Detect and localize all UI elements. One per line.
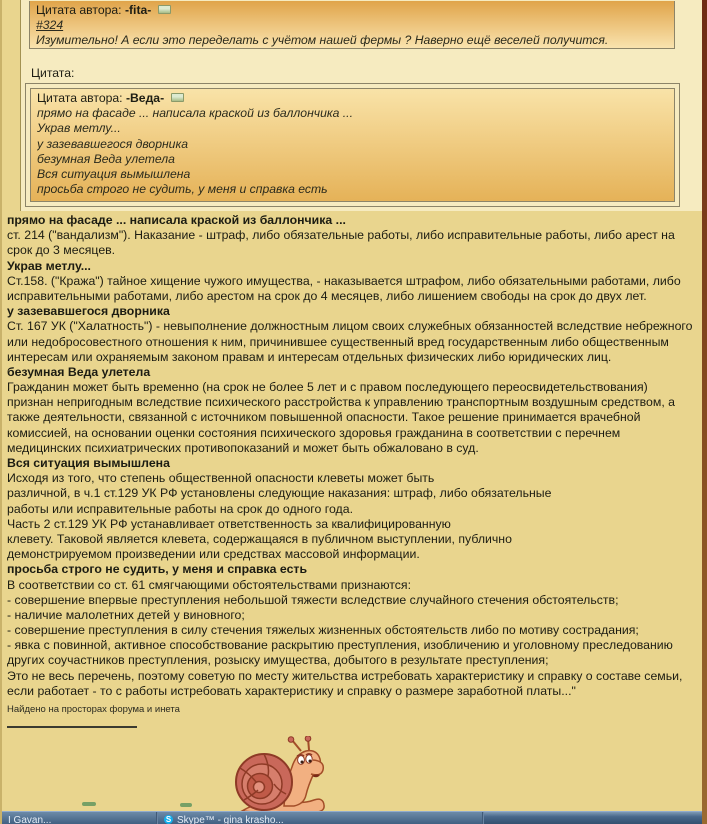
quote-line: Украв метлу...	[37, 121, 121, 136]
post-number-link[interactable]: #324	[36, 18, 64, 33]
body-line: если работает - то с работы истребовать характеристику и справку о размере заработной платы..."	[7, 683, 576, 698]
body-line: - явка с повинной, активное способствование раскрытию преступления, изобличению и уголовному преследованию	[7, 638, 673, 653]
body-line: Часть 2 ст.129 УК РФ устанавливает ответственность за квалифицированную	[7, 516, 451, 531]
body-line: Исходя из того, что степень общественной опасности клеветы может быть	[7, 471, 435, 486]
body-line: демонстрируемом произведении или средствах массовой информации.	[7, 547, 420, 562]
quote-block-veda	[30, 88, 675, 202]
body-line: других соучастников преступления, розыску имущества, добытого в результате преступления;	[7, 653, 549, 668]
body-line: интересам или охраняемым законом правам и интересам отдельных физических либо юридических лиц.	[7, 349, 612, 364]
quote-label: Цитата:	[31, 66, 75, 80]
body-line: также деятельности, связанной с источником повышенной опасности. Такое решение принимается врачебной	[7, 410, 641, 425]
body-line: различной, в ч.1 ст.129 УК РФ установлены следующие наказания: штраф, либо обязательные	[7, 486, 552, 501]
quote-section	[20, 0, 704, 211]
photo-icon	[158, 5, 171, 14]
green-dash-decoration	[82, 802, 96, 806]
taskbar-separator	[482, 812, 484, 824]
body-line: Вся ситуация вымышлена	[7, 456, 170, 470]
body-line: у зазевавшегося дворника	[7, 304, 170, 319]
body-line: медицинских психиатрических противопоказаний и может быть обжаловано в суд.	[7, 440, 479, 455]
quote-block-fita	[29, 1, 675, 49]
snail-cartoon-image	[230, 736, 330, 814]
body-line: ст. 214 ("вандализм"). Наказание - штраф, либо обязательные работы, либо исправительные работы, либо арест на	[7, 228, 675, 243]
skype-icon: S	[165, 815, 172, 824]
found-note: Найдено на просторах форума и инета	[7, 704, 180, 715]
body-line: - совершение преступления в силу стечения тяжелых жизненных обстоятельств либо по мотиву сострадания;	[7, 623, 639, 638]
body-line: клевету. Таковой является клевета, содержащаяся в публичном выступлении, публично	[7, 531, 512, 546]
body-line: просьба строго не судить, у меня и справка есть	[7, 562, 308, 577]
taskbar-button-label: Skype™ - gina krasho...	[177, 815, 284, 824]
taskbar-button-label: I Gavan...	[8, 815, 52, 824]
quote-line: безумная Веда улетела	[37, 151, 175, 166]
signature-divider	[7, 726, 137, 728]
body-line: Ст. 167 УК ("Халатность") - невыполнение должностным лицом своих служебных обязанностей вследствие небрежного	[7, 319, 693, 334]
body-line: безумная Веда улетела	[7, 364, 151, 379]
body-line: комиссией, на основании оценки состояния психического здоровья гражданина в соответствии с перечнем	[7, 425, 621, 440]
quote-author-header	[36, 3, 668, 18]
body-line: В соответствии со ст. 61 смягчающими обстоятельствами признаются:	[7, 577, 412, 592]
taskbar-button-window[interactable]	[2, 812, 156, 824]
body-line: прямо на фасаде ... написала краской из баллончика ...	[7, 213, 346, 227]
quote-author-prefix: Цитата автора:	[37, 91, 123, 105]
body-line: - наличие малолетних детей у виновного;	[7, 607, 245, 622]
page-right-edge	[702, 0, 707, 824]
photo-icon	[171, 93, 184, 102]
quote-outer-box	[25, 83, 680, 207]
green-dash-decoration	[180, 803, 192, 807]
quote-veda-lines	[37, 106, 668, 197]
quote-author-prefix: Цитата автора:	[36, 3, 122, 17]
body-line: Гражданин может быть временно (на срок не более 5 лет и с правом последующего переосвидетельствования)	[7, 380, 648, 395]
body-line: Украв метлу...	[7, 258, 91, 273]
body-line: признан непригодным вследствие психического расстройства к управлению транспортным воздушным средством, а	[7, 395, 676, 410]
post-body	[7, 213, 705, 699]
quote-fita-text: Изумительно! А если это переделать с учётом нашей фермы ? Наверно ещё веселей получится.	[36, 33, 609, 48]
body-line: срок до 3 месяцев.	[7, 243, 116, 258]
body-line: - совершение впервые преступления небольшой тяжести вследствие случайного стечения обстоятельств;	[7, 592, 619, 607]
quote-author-header	[37, 91, 668, 106]
taskbar-button-skype[interactable]	[158, 812, 482, 824]
taskbar	[2, 811, 707, 824]
quote-author-name: -Веда-	[125, 91, 165, 105]
quote-line: просьба строго не судить, у меня и справка есть	[37, 182, 328, 197]
body-line: Ст.158. ("Кража") тайное хищение чужого имущества, - наказывается штрафом, либо обязательными работами, либо	[7, 273, 681, 288]
body-line: Это не весь перечень, поэтому советую по месту жительства истребовать характеристику и справку о составе семьи,	[7, 668, 683, 683]
quote-line: прямо на фасаде ... написала краской из баллончика ...	[37, 106, 353, 121]
body-line: работы или исправительные работы на срок до одного года.	[7, 501, 353, 516]
quote-author-name: -fita-	[124, 3, 152, 17]
body-line: исправительными работами, либо арестом на срок до 4 месяцев, либо лишением свободы на срок до двух лет.	[7, 288, 647, 303]
quote-line: Вся ситуация вымышлена	[37, 167, 191, 182]
post-link-row	[36, 18, 668, 33]
body-line: или недобросовестного отношения к ним, причинившее существенный вред государственным либо общественным	[7, 334, 669, 349]
quote-line: у зазевавшегося дворника	[37, 136, 188, 151]
